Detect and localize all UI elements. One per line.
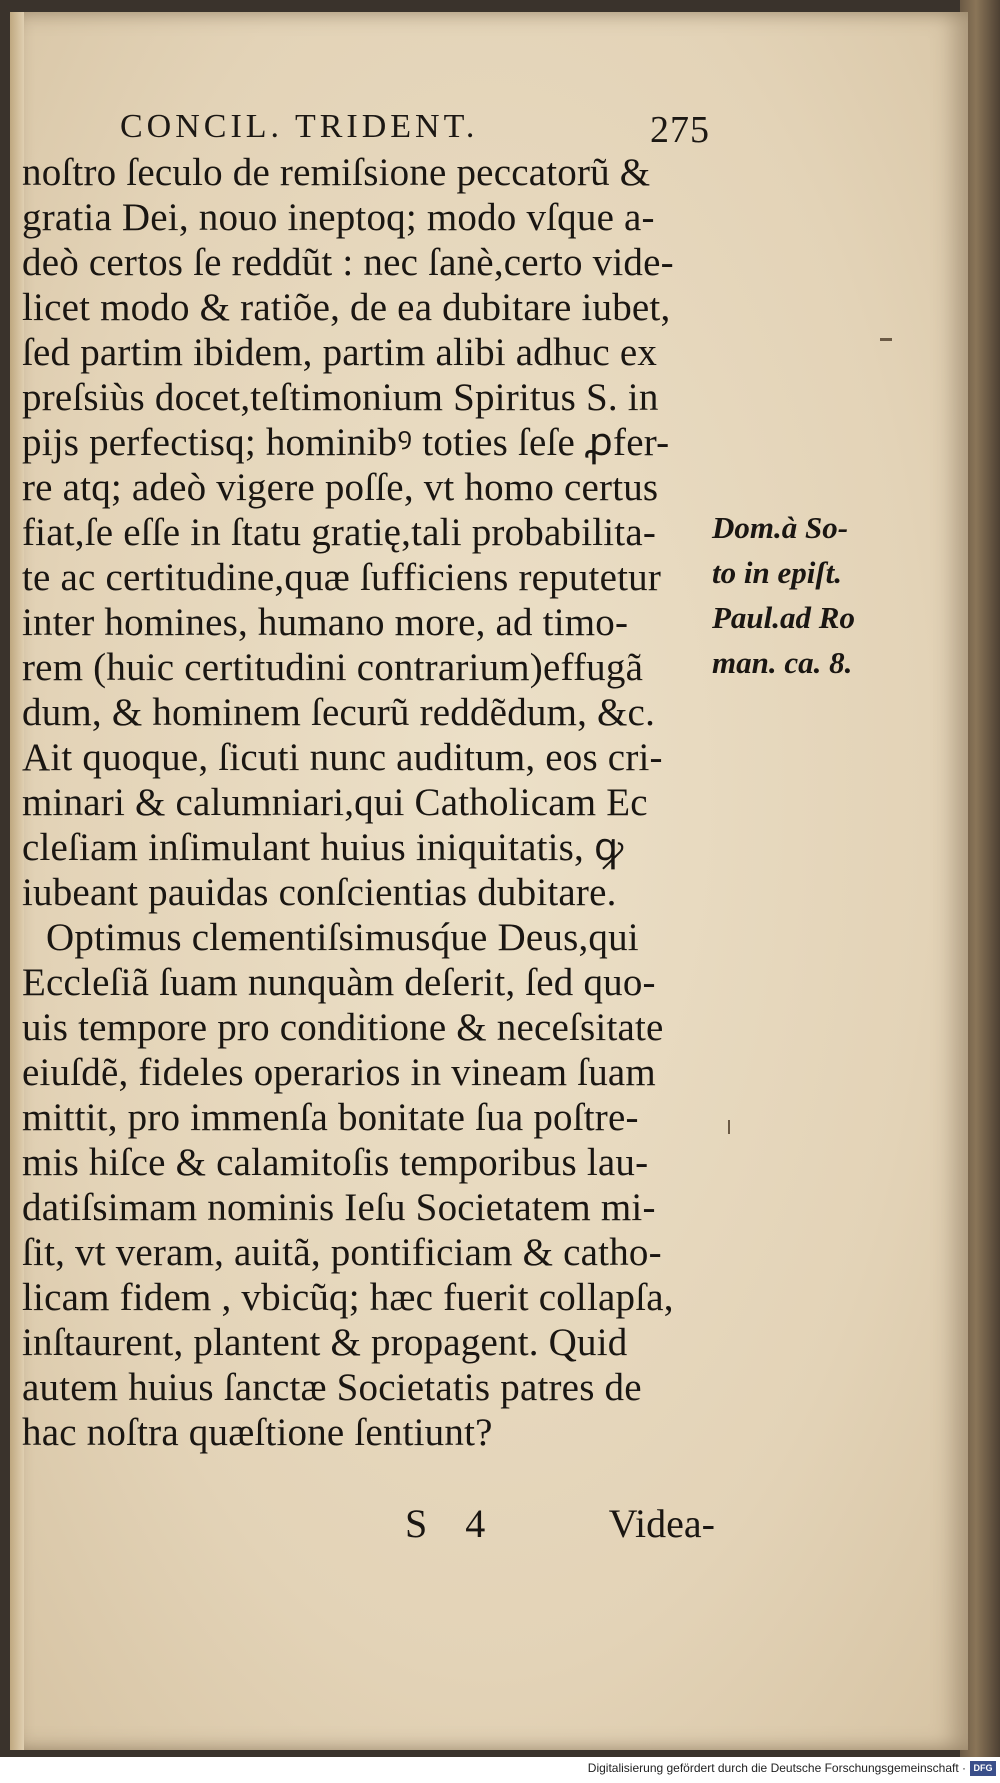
margin-speck (728, 1120, 730, 1134)
text-line: te ac certitudine,quæ ſufficiens reputetur (22, 556, 662, 599)
text-line: hac noſtra quæſtione ſentiunt? (22, 1411, 493, 1454)
body-text (22, 150, 712, 1455)
dfg-logo-icon: DFG (970, 1761, 996, 1776)
text-line: Optimus clementiſsimusq́ue Deus,qui (46, 916, 639, 959)
text-line: minari & calumniari,qui Catholicam Ec (22, 781, 648, 824)
marginal-note (712, 505, 882, 685)
marginal-note-line: Paul.ad Ro (712, 600, 855, 635)
marginal-note-line: man. ca. 8. (712, 645, 853, 680)
text-line: noſtro ſeculo de remiſsione peccatorũ & (22, 151, 651, 194)
text-line: mittit, pro immenſa bonitate ſua poſtre- (22, 1096, 639, 1139)
text-line: cleſiam inſimulant huius iniquitatis, ꝙ (22, 826, 624, 869)
text-line: eiuſdẽ, fideles operarios in vineam ſuam (22, 1051, 656, 1094)
text-line: rem (huic certitudini contrarium)effugã (22, 646, 644, 689)
text-line: licam fidem , vbicũq; hæc fuerit collapſa, (22, 1276, 674, 1319)
text-line: dum, & hominem ſecurũ reddẽdum, &c. (22, 691, 656, 734)
text-line: iubeant pauidas conſcientias dubitare. (22, 871, 617, 914)
catchword: Videa- (608, 1501, 715, 1546)
text-line: datiſsimam nominis Ieſu Societatem mi- (22, 1186, 656, 1229)
text-line: licet modo & ratiõe, de ea dubitare iubet, (22, 286, 671, 329)
text-line: autem huius ſanctæ Societatis patres de (22, 1366, 642, 1409)
text-line: gratia Dei, nouo ineptoq; modo vſque a- (22, 196, 655, 239)
text-line: Eccleſiã ſuam nunquàm deſerit, ſed quo- (22, 961, 656, 1004)
text-line: pijs perfectisq; hominibꝰ toties ſeſe ꝓfer- (22, 421, 670, 464)
running-head (120, 108, 710, 152)
text-line: ſed partim ibidem, partim alibi adhuc ex (22, 331, 658, 374)
marginal-note-line: Dom.à So- (712, 510, 849, 545)
text-line: re atq; adeò vigere poſſe, vt homo certus (22, 466, 659, 509)
page-number: 275 (650, 109, 710, 151)
margin-speck (880, 338, 892, 341)
text-line: ſit, vt veram, auitã, pontificiam & catho- (22, 1231, 662, 1274)
text-line: Ait quoque, ſicuti nunc auditum, eos cri- (22, 736, 663, 779)
text-line: inſtaurent, plantent & propagent. Quid (22, 1321, 628, 1364)
signature-mark: S 4 (405, 1501, 500, 1546)
text-line: preſsiùs docet,teſtimonium Spiritus S. in (22, 376, 659, 419)
text-line: mis hiſce & calamitoſis temporibus lau- (22, 1141, 649, 1184)
text-line: deò certos ſe reddũt : nec ſanè,certo vide- (22, 241, 674, 284)
text-line: uis tempore pro conditione & neceſsitate (22, 1006, 664, 1049)
running-head-title: CONCIL. TRIDENT. (120, 108, 479, 145)
signature-line (405, 1500, 715, 1550)
marginal-note-line: to in epiſt. (712, 555, 843, 590)
footer-bar (0, 1757, 1000, 1783)
text-line: inter homines, humano more, ad timo- (22, 601, 629, 644)
text-line: fiat,ſe eſſe in ſtatu gratię,tali probabilita- (22, 511, 657, 554)
footer-credit: Digitalisierung gefördert durch die Deutsche Forschungsgemeinschaft · (587, 1761, 966, 1775)
